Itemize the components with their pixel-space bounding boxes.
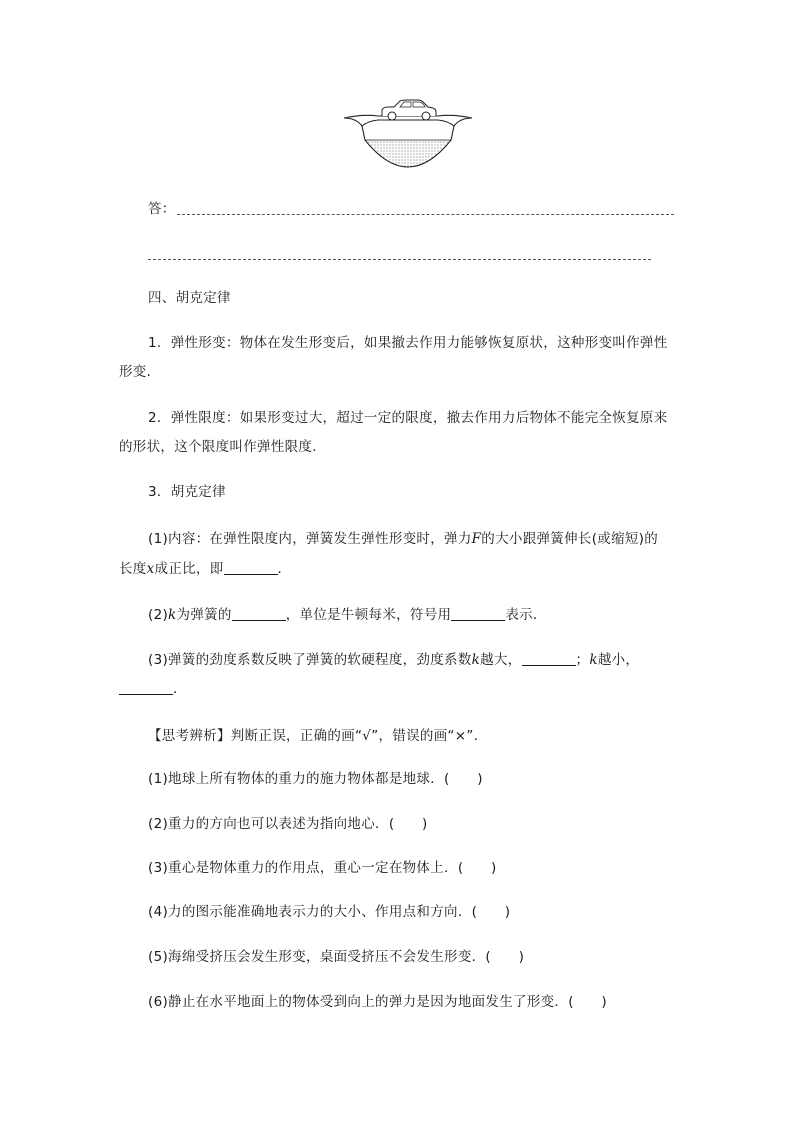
hooke-law-heading: 3．胡克定律 [148,484,226,500]
elastic-limit-line1: 2．弹性限度：如果形变过大，超过一定的限度，撤去作用力后物体不能完全恢复原来 [148,410,668,426]
blank-constant-name[interactable] [232,607,286,621]
hooke-content-line1: (1)内容：在弹性限度内，弹簧发生弹性形变时，弹力F的大小跟弹簧伸长(或缩短)的 [148,531,659,547]
car-icon [382,100,436,120]
answer-line-2[interactable] [148,259,651,260]
judge-intro: 【思考辨析】判断正误，正确的画“√”，错误的画“×”． [148,728,488,744]
judge-item-3[interactable]: (3)重心是物体重力的作用点，重心一定在物体上．( ) [148,860,497,876]
hooke-content-line2: 长度x成正比，即 ． [119,561,292,577]
answer-label: 答： [148,201,176,217]
elastic-deformation-line2: 形变． [119,364,161,380]
spring-constant-line: (2)k为弹簧的 ，单位是牛顿每米，符号用 表示． [148,607,547,623]
judge-item-1[interactable]: (1)地球上所有物体的重力的施力物体都是地球．( ) [148,771,483,787]
judge-item-5[interactable]: (5)海绵受挤压会发生形变，桌面受挤压不会发生形变．( ) [148,949,525,965]
answer-line-1[interactable] [177,214,674,215]
section-heading: 四、胡克定律 [148,290,231,306]
blank-formula[interactable] [224,561,278,575]
judge-item-4[interactable]: (4)力的图示能准确地表示力的大小、作用点和方向．( ) [148,904,511,920]
judge-item-6[interactable]: (6)静止在水平地面上的物体受到向上的弹力是因为地面发生了形变．( ) [148,994,607,1010]
stiffness-line1: (3)弹簧的劲度系数反映了弹簧的软硬程度，劲度系数k越大， ；k越小， [148,652,640,668]
bridge-car-figure [338,96,478,180]
elastic-limit-line2: 的形状，这个限度叫作弹性限度． [119,439,326,455]
blank-k-small[interactable] [119,681,173,695]
elastic-deformation-line1: 1．弹性形变：物体在发生形变后，如果撤去作用力能够恢复原状，这种形变叫作弹性 [148,335,668,351]
judge-item-2[interactable]: (2)重力的方向也可以表述为指向地心．( ) [148,816,428,832]
blank-symbol[interactable] [451,607,505,621]
stiffness-line2: ． [119,680,187,698]
blank-k-large[interactable] [522,652,576,666]
